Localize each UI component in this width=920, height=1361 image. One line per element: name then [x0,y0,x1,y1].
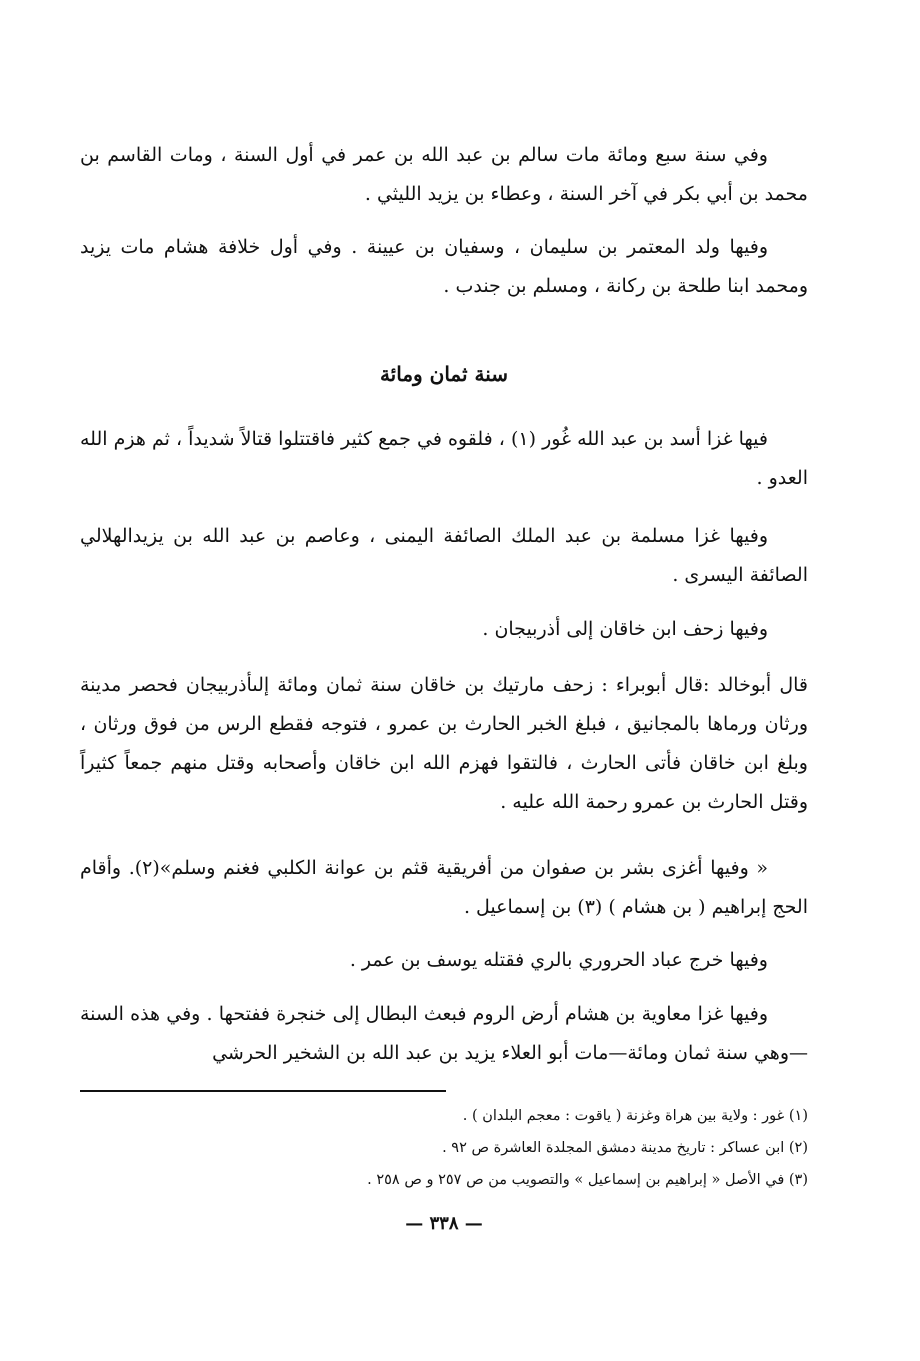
footnote-divider [80,1090,446,1092]
paragraph-deaths-107: وفي سنة سبع ومائة مات سالم بن عبد الله بن عمر في أول السنة ، ومات القاسم بن محمد بن أبي بكر في آخر السنة ، وعطاء بن يزيد الليثي . [80,144,808,205]
footnote-2: (٢) ابن عساكر : تاريخ مدينة دمشق المجلدة العاشرة ص ٩٢ . [442,1140,808,1156]
footnote-1: (١) غور : ولاية بين هراة وغزنة ( ياقوت : معجم البلدان ) . [462,1108,808,1124]
footnote-3: (٣) في الأصل « إبراهيم بن إسماعيل » والتصويب من ص ٢٥٧ و ص ٢٥٨ . [367,1172,808,1188]
paragraph-abu-khalid-report: قال أبوخالد :قال أبوبراء : زحف مارتيك بن خاقان سنة ثمان ومائة إلىأذربيجان فحصر مدينة ورثان ورماها بالمجانيق ، فبلغ الخبر الحارث بن عمرو ، فتوجه فقطع الرس من فوق ورثان ، وبلغ ابن خاقان فأتى الحارث ، فالتقوا فهزم الله ابن خاقان وأصحابه وقتل منهم جمعاً كثيراً وقتل الحارث بن عمرو رحمة الله عليه . [80,674,808,813]
paragraph-bishr-raid: « وفيها أغزى بشر بن صفوان من أفريقية قثم بن عوانة الكلبي فغنم وسلم»(٢). وأقام الحج إبراهيم ( بن هشام ) (٣) بن إسماعيل . [80,857,808,918]
footnotes-list [80,1100,808,1196]
paragraph-births: وفيها ولد المعتمر بن سليمان ، وسفيان بن عيينة . وفي أول خلافة هشام مات يزيد ومحمد ابنا طلحة بن ركانة ، ومسلم بن جندب . [80,236,808,297]
paragraph-abbad: وفيها خرج عباد الحروري بالري فقتله يوسف بن عمر . [349,949,768,971]
section-heading: سنة ثمان ومائة [379,362,509,386]
paragraph-muawiya-raid: وفيها غزا معاوية بن هشام أرض الروم فبعث البطال إلى خنجرة ففتحها . وفي هذه السنة —وهي سنة ثمان ومائة—مات أبو العلاء يزيد بن عبد الله بن الشخير الحرشي [80,1003,808,1064]
paragraph-ibn-khaqan: وفيها زحف ابن خاقان إلى أذربيجان . [482,618,768,640]
book-page [80,0,808,1361]
paragraph-asad-raid: فيها غزا أسد بن عبد الله غُور (١) ، فلقوه في جمع كثير فاقتتلوا قتالاً شديداً ، ثم هزم الله العدو . [80,428,808,489]
page-number: — ٣٣٨ — [405,1213,483,1234]
paragraph-maslama-raid: وفيها غزا مسلمة بن عبد الملك الصائفة اليمنى ، وعاصم بن عبد الله بن يزيدالهلالي الصائفة اليسرى . [80,525,808,586]
